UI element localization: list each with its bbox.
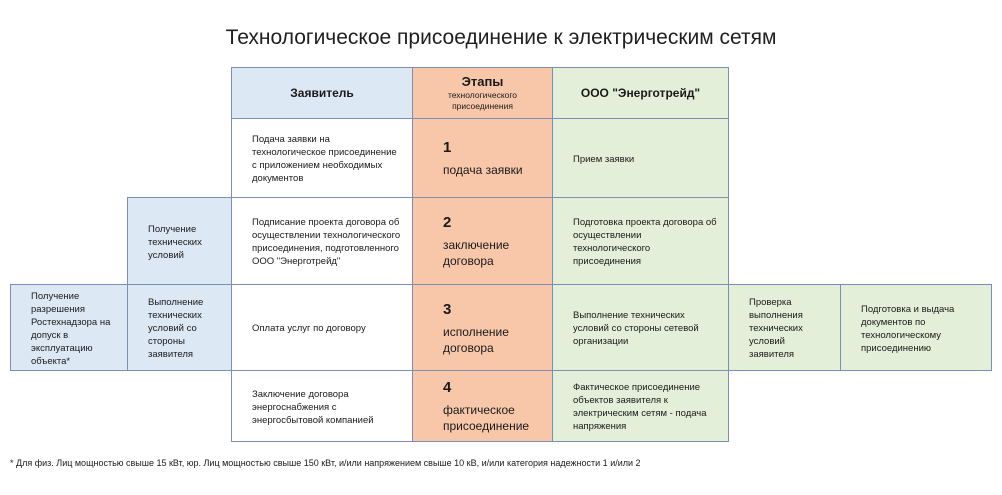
row3-company-docs-text: Подготовка и выдача документов по технологическому присоединению: [861, 303, 955, 354]
diagram-title: Технологическое присоединение к электрическим сетям: [225, 26, 777, 49]
row3-stage-cell: [412, 284, 553, 371]
row1-stage-text: подача заявки: [443, 163, 523, 177]
row3-company-check-text: Проверка выполнения технических условий заявителя: [749, 297, 803, 360]
row3-company-docs-cell: [840, 284, 992, 371]
row2-applicant-extra-cell: [127, 197, 232, 285]
header-applicant-label: Заявитель: [290, 85, 354, 100]
row1-stage-number: 1: [443, 139, 452, 156]
row4-stage-number: 4: [443, 379, 452, 396]
row3-company-check-cell: [728, 284, 841, 371]
row3-stage-text: исполнение договора: [443, 324, 509, 355]
footnote: * Для физ. Лиц мощностью свыше 15 кВт, юр. Лиц мощностью свыше 150 кВт, и/или напряжением свыше 10 кВ, и/или категория надежности 1 и/или 2: [10, 458, 641, 468]
header-company-label: ООО "Энерготрейд": [580, 85, 701, 100]
row3-company-cell: [552, 284, 729, 371]
row2-company-text: Подготовка проекта договора об осуществлении технологического присоединения: [573, 217, 717, 267]
row2-stage-text: заключение договора: [443, 238, 510, 268]
header-company: [552, 67, 729, 119]
row1-company-cell: [552, 118, 729, 198]
row4-stage-cell: [412, 370, 553, 442]
row2-applicant-cell: [231, 197, 413, 285]
row4-applicant-cell: [231, 370, 413, 442]
header-stages-title: Этапы: [461, 74, 504, 89]
row4-stage-text: фактическое присоединение: [443, 403, 530, 433]
row3-applicant-extra-cell: [127, 284, 232, 371]
row2-company-cell: [552, 197, 729, 285]
row1-company-text: Прием заявки: [573, 153, 635, 165]
row1-applicant-cell: [231, 118, 413, 198]
header-applicant: [231, 67, 413, 119]
row3-rostekhnadzor-text: Получение разрешения Ростехнадзора на допуск в эксплуатацию объекта*: [31, 290, 111, 367]
row3-rostekhnadzor-cell: [10, 284, 128, 371]
row3-applicant-cell: [231, 284, 413, 371]
row2-stage-cell: [412, 197, 553, 285]
row3-applicant-text: Оплата услуг по договору: [252, 323, 366, 334]
row4-applicant-text: Заключение договора энергоснабжения с энергосбытовой компанией: [252, 388, 374, 426]
row3-applicant-extra-text: Выполнение технических условий со стороны заявителя: [148, 297, 204, 360]
row2-applicant-text: Подписание проекта договора об осуществлении технологического присоединения, подготовленного ООО "Энерготрейд": [252, 217, 401, 267]
row2-stage-number: 2: [443, 214, 452, 231]
row3-stage-number: 3: [443, 300, 452, 318]
row1-stage-cell: [412, 118, 553, 198]
row3-company-text: Выполнение технических условий со стороны сетевой организации: [573, 310, 699, 347]
header-stages: [412, 67, 553, 119]
row4-company-cell: [552, 370, 729, 442]
header-stages-subtitle: технологического присоединения: [447, 90, 518, 111]
row4-company-text: Фактическое присоединение объектов заявителя к электрическим сетям - подача напряжения: [573, 382, 707, 432]
row1-applicant-text: Подача заявки на технологическое присоединение с приложением необходимых документов: [252, 134, 397, 184]
row2-applicant-extra-text: Получение технических условий: [148, 223, 202, 261]
